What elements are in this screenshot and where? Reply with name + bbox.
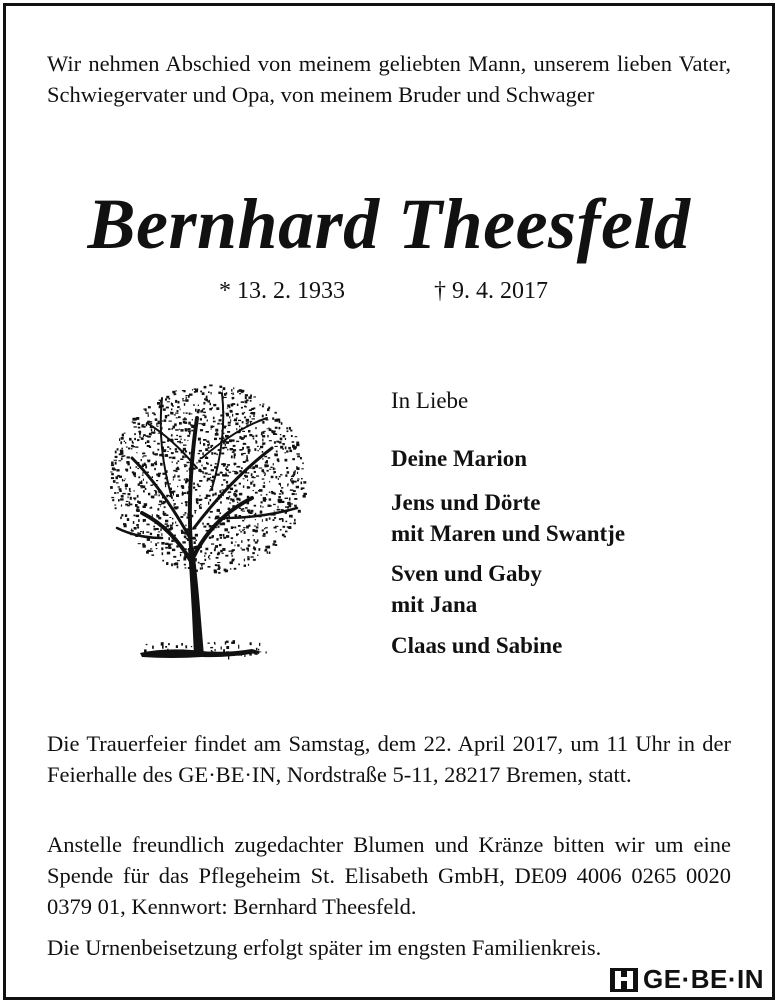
logo-text: GE·BE·IN [643,964,764,994]
intro-text: Wir nehmen Abschied von meinem geliebten Mann, unserem lieben Vater, Schwiegervater und Opa, von meinem Bruder und Schwager [47,51,731,107]
deceased-name: Bernhard Theesfeld [87,184,691,264]
urn-burial-text: Die Urnenbeisetzung erfolgt später im engsten Familienkreis. [47,935,602,960]
donation-text: Anstelle freundlich zugedachter Blumen und Kränze bitten wir um eine Spende für das Pflegeheim St. Elisabeth GmbH, DE09 4006 0265 0020 0379 01, Kennwort: Bernhard Theesfeld. [47,832,731,919]
family-line: Sven und Gaby [391,561,542,586]
family-line: Deine Marion [391,446,528,471]
family-line: Claas und Sabine [391,633,563,658]
gebein-logo [609,964,764,995]
family-entry [391,558,542,620]
family-line: Jens und Dörte [391,490,541,515]
obituary-notice [3,3,775,1000]
tree-illustration [102,378,317,668]
gebein-logo-icon [609,967,639,993]
family-entry [391,443,527,474]
in-liebe-text: In Liebe [391,388,469,413]
family-entry [391,487,625,549]
ceremony-text: Die Trauerfeier findet am Samstag, dem 22. April 2017, um 11 Uhr in der Feierhalle des GE·BE·IN, Nordstraße 5-11, 28217 Bremen, statt. [47,731,731,787]
death-date: † 9. 4. 2017 [434,278,548,304]
family-line: mit Jana [391,592,478,617]
family-entry [391,630,562,661]
family-line: mit Maren und Swantje [391,521,626,546]
birth-date: * 13. 2. 1933 [219,278,345,304]
